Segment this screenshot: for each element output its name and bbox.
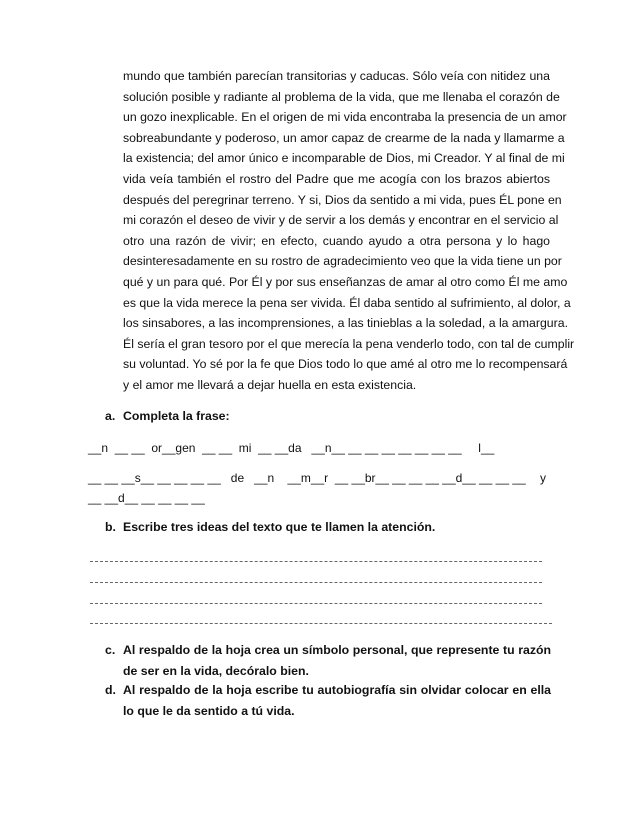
item-a-marker: a. xyxy=(105,409,116,423)
paragraph-line: qué y un para qué. Por Él y por sus enseñanzas de amar al otro como Él me amo xyxy=(123,274,568,289)
paragraph-line: solución posible y radiante al problema de la vida, que me llenaba el corazón de xyxy=(123,89,560,104)
item-b-marker: b. xyxy=(105,520,116,534)
item-c-marker: c. xyxy=(105,643,116,657)
paragraph-line: sobreabundante y poderoso, un amor capaz de crearme de la nada y llamarme a xyxy=(123,130,565,145)
item-d xyxy=(105,680,551,721)
answer-line[interactable] xyxy=(90,561,542,562)
item-b-heading: Escribe tres ideas del texto que te llamen la atención. xyxy=(123,520,436,534)
answer-line[interactable] xyxy=(90,623,552,624)
paragraph-line: la existencia; del amor único e incomparable de Dios, mi Creador. Y al final de mi xyxy=(123,151,565,166)
paragraph-line: y el amor me llevará a dejar huella en esta existencia. xyxy=(123,377,417,392)
paragraph-line: un gozo inexplicable. En el origen de mi vida encontraba la presencia de un amor xyxy=(123,110,567,125)
item-d-text: Al respaldo de la hoja escribe tu autobiografía sin olvidar colocar en ella lo que le da sentido a tú vida. xyxy=(123,683,551,718)
paragraph-line: después del peregrinar terreno. Y si, Dios da sentido a mi vida, pues ÉL pone en xyxy=(123,192,562,207)
paragraph-line: vida veía también el rostro del Padre que me acogía con los brazos abiertos xyxy=(123,171,550,186)
item-b-title xyxy=(105,520,435,534)
item-a-title xyxy=(105,409,230,423)
fill-blank-line-2[interactable]: __ __ __s__ __ __ __ __ de __n __m__r __ __br__ __ __ __ __d__ __ __ __ xyxy=(88,471,526,485)
paragraph-line: es que la vida merece la pena ser vivida. Él daba sentido al sufrimiento, al dolor, a xyxy=(123,295,571,310)
paragraph-line: Él sería el gran tesoro por el que merecía la pena venderlo todo, con tal de cumplir xyxy=(123,336,575,351)
item-d-marker: d. xyxy=(105,683,116,697)
paragraph-line: otro una razón de vivir; en efecto, cuando ayudo a otra persona y lo hago xyxy=(123,233,550,248)
paragraph-line: su voluntad. Yo sé por la fe que Dios todo lo que amé al otro me lo recompensará xyxy=(123,357,568,372)
fill-blank-line-1[interactable]: __n __ __ or__gen __ __ mi __ __da __n__ __ __ __ __ __ __ __ l__ xyxy=(88,441,495,455)
paragraph-line: desinteresadamente en su rostro de agradecimiento veo que la vida tiene un por xyxy=(123,254,562,269)
item-c-text: Al respaldo de la hoja crea un símbolo personal, que represente tu razón de ser en la vida, decóralo bien. xyxy=(123,643,551,678)
paragraph-line: mundo que también parecían transitorias y caducas. Sólo veía con nitidez una xyxy=(123,69,550,83)
paragraph-line: mi corazón el deseo de vivir y de servir a los demás y encontrar en el servicio al xyxy=(123,213,559,228)
item-a-heading: Completa la frase: xyxy=(123,409,230,423)
item-c xyxy=(105,640,551,681)
answer-line[interactable] xyxy=(90,582,542,583)
paragraph-line: los sinsabores, a las incomprensiones, a las tinieblas a la soledad, a la amargura. xyxy=(123,316,568,331)
reading-paragraph xyxy=(123,66,575,396)
answer-line[interactable] xyxy=(90,603,542,604)
fill-blank-line-2-end: y xyxy=(540,471,546,485)
fill-blank-line-3[interactable]: __ __d__ __ __ __ __ xyxy=(88,491,205,505)
